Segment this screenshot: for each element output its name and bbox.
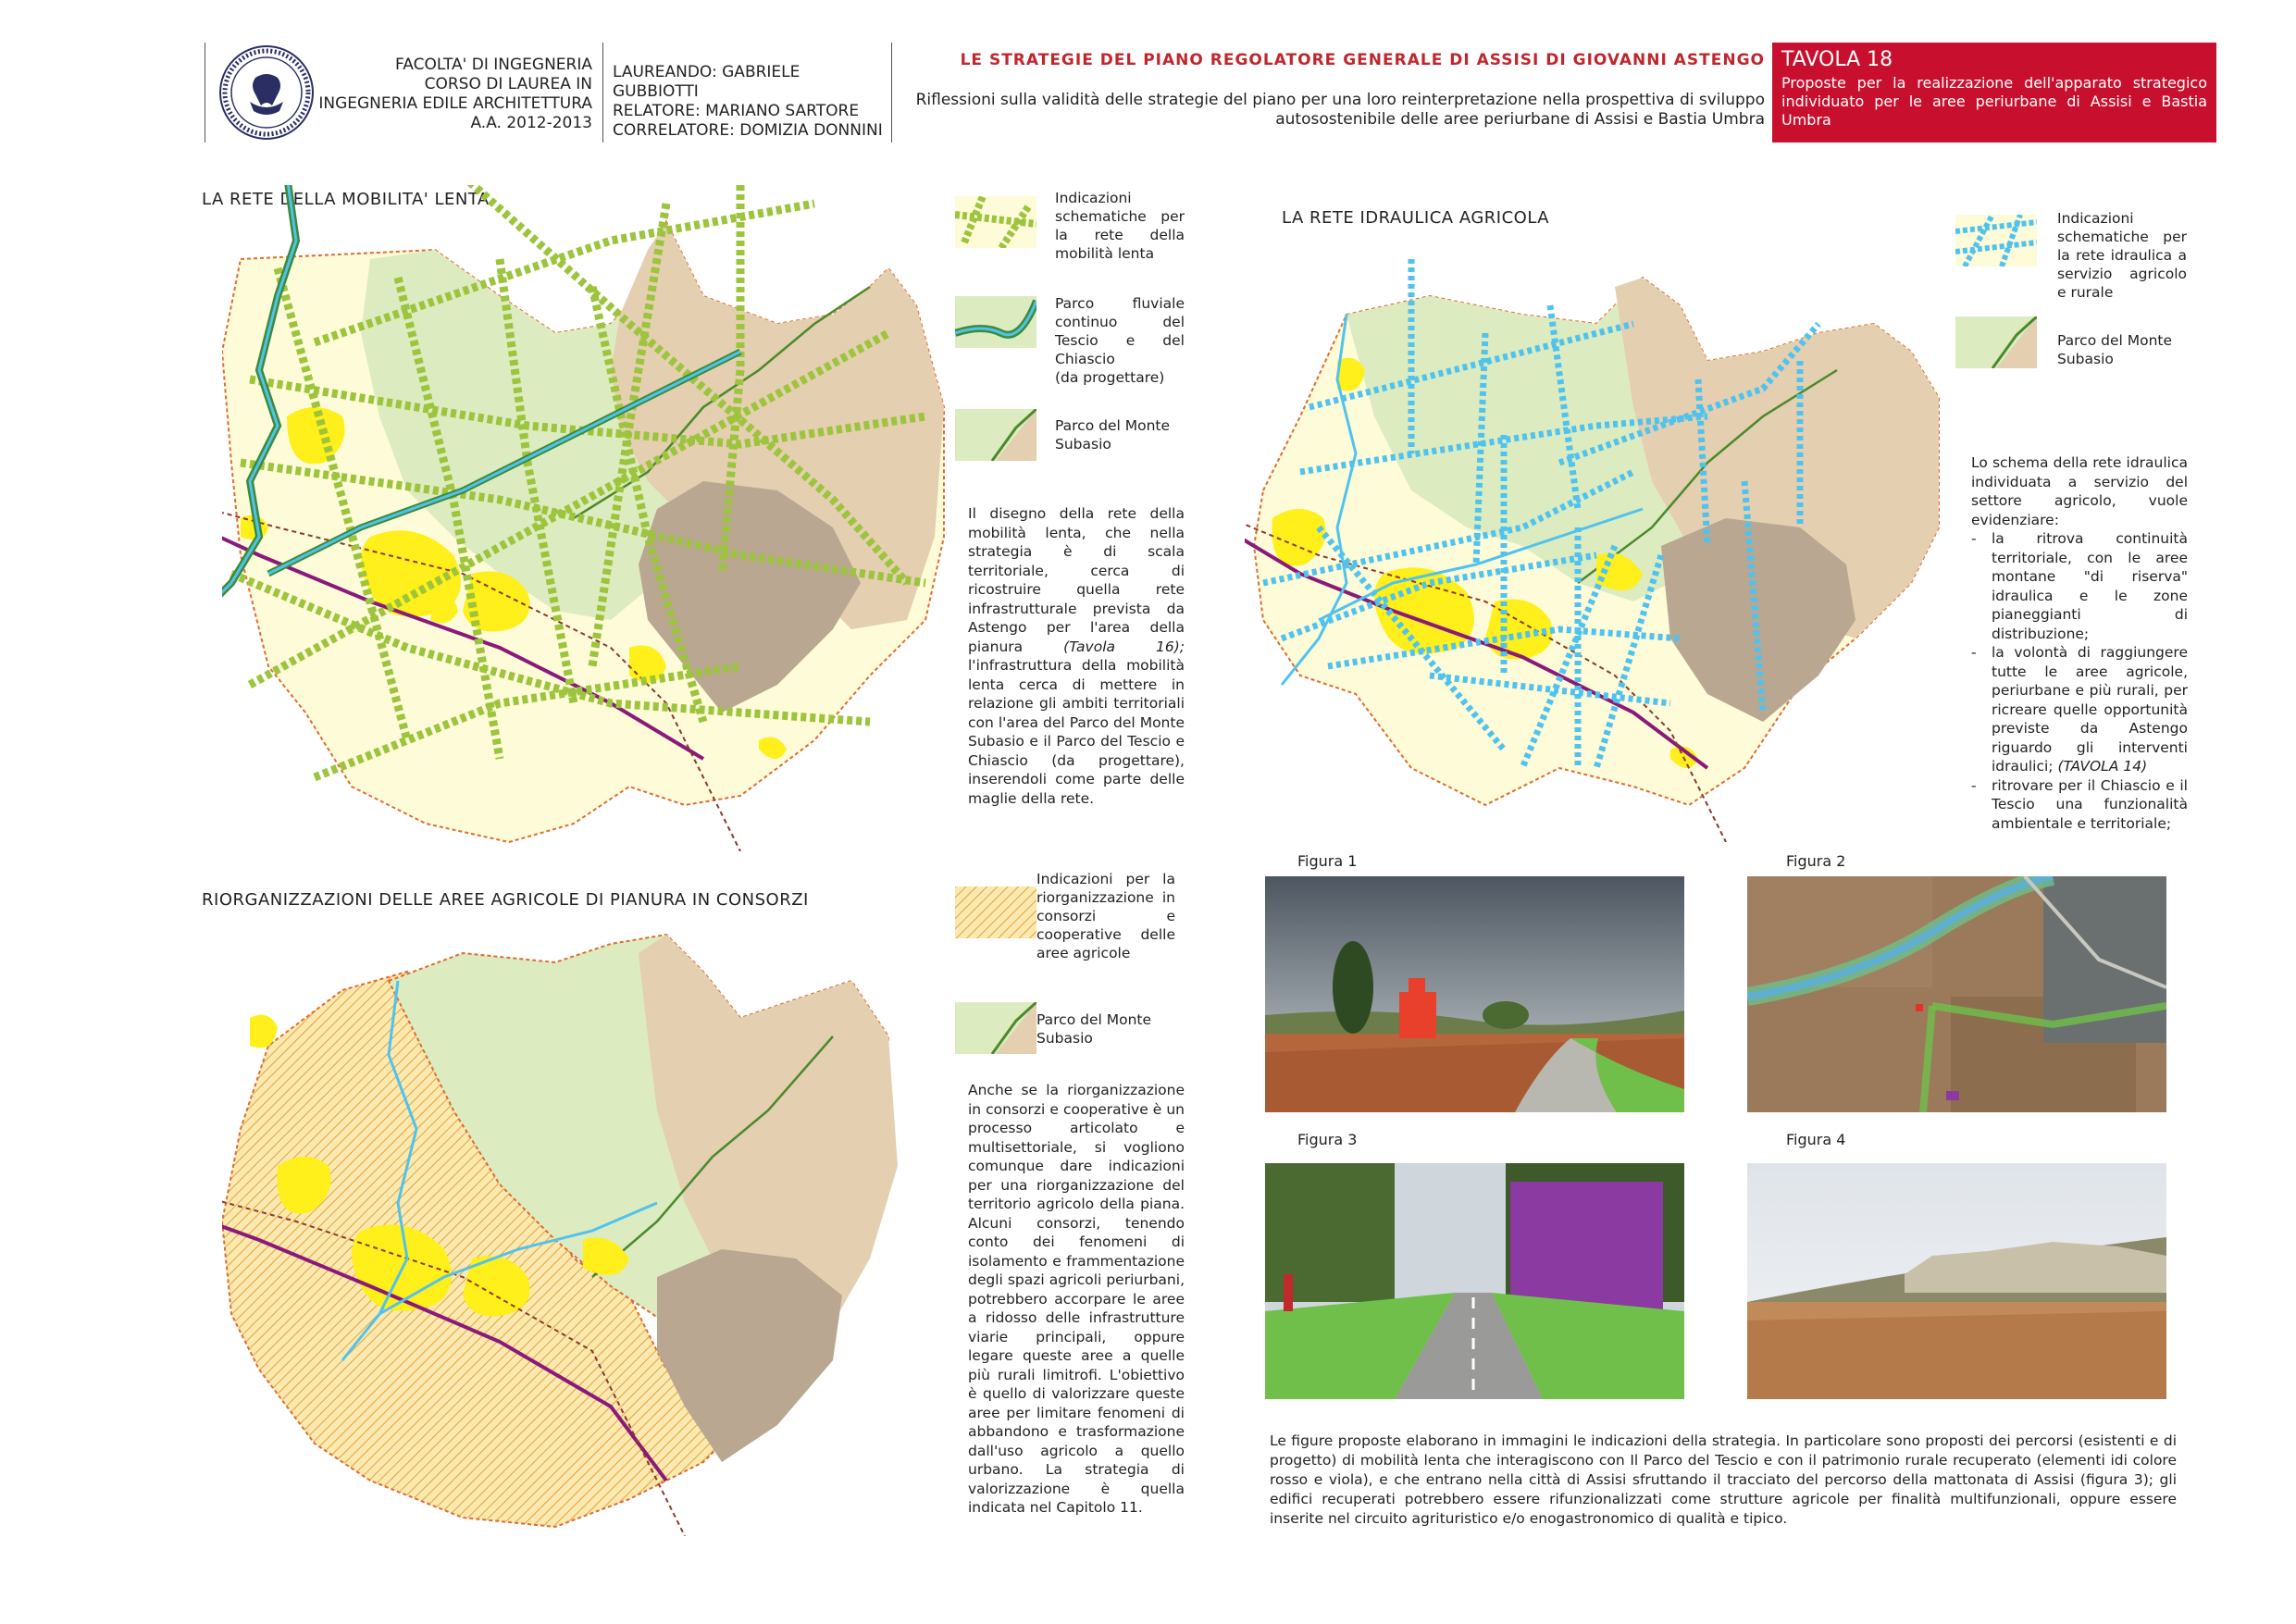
- map-consortia: [222, 925, 925, 1536]
- page-title: LE STRATEGIE DEL PIANO REGOLATORE GENERALE DI ASSISI DI GIOVANNI ASTENGO: [960, 51, 1765, 69]
- map-hydraulic-network: [1245, 250, 1948, 842]
- header-divider: [602, 43, 603, 143]
- legend-hydraulic-text: Indicazioni schematiche per la rete idraulica a servizio agricolo e rurale: [2057, 210, 2187, 301]
- legend-river-park-line: Parco fluviale continuo del Tescio e del Chiascio: [1055, 295, 1185, 367]
- legend-subasio-swatch: [955, 409, 1036, 461]
- hydraulic-intro: Lo schema della rete idraulica individuata a servizio del settore agricolo, vuole evidenziare:: [1971, 454, 2188, 528]
- tavola-description: Proposte per la realizzazione dell'apparato strategico individuato per le aree periurbane di Assisi e Bastia Umbra: [1781, 74, 2207, 129]
- figure-4-label: Figura 4: [1786, 1131, 1846, 1148]
- hydraulic-bullet-3-text: ritrovare per il Chiascio e il Tescio una funzionalità ambientale e territoriale;: [1992, 776, 2188, 832]
- legend-consortia-swatch: [955, 886, 1036, 938]
- hydraulic-bullet-2-text: la volontà di raggiungere tutte le aree agricole, periurbane e più rurali, per ricreare quelle opportunità previste da Astengo riguardo gli interventi idraulici;: [1992, 644, 2188, 775]
- figure-3-photo: [1265, 1163, 1684, 1399]
- hydraulic-description: [1971, 453, 2188, 833]
- figure-2-photo: [1747, 876, 2166, 1112]
- hydraulic-bullet-1-text: la ritrova continuità territoriale, con le aree montane "di riserva" idraulica e le zone pianeggianti di distribuzione;: [1992, 530, 2188, 642]
- legend-consortia-text: Indicazioni per la riorganizzazione in consorzi e cooperative delle aree agricole: [1036, 871, 1175, 961]
- tavola-number: TAVOLA 18: [1781, 48, 1893, 71]
- figure-3-label: Figura 3: [1297, 1131, 1358, 1148]
- page-subtitle: [902, 91, 1765, 130]
- hydraulic-bullet-1: - la ritrova continuità territoriale, con le aree montane "di riserva" idraulica e le zone pianeggianti di distribuzione;: [1971, 530, 2188, 642]
- hydraulic-bullet-2: - la volontà di raggiungere tutte le aree agricole, periurbane e più rurali, per ricreare quelle opportunità previste da Astengo riguardo gli interventi idraulici; (TAVOLA 14): [1971, 644, 2188, 775]
- map-slow-mobility: [222, 185, 962, 851]
- figures-caption: Le figure proposte elaborano in immagini le indicazioni della strategia. In particolare sono proposti dei percorsi (esistenti e di progetto) di mobilità lenta che interagiscono con Il Parco del Tescio e con il patrimonio rurale recuperato (elementi idi colore rosso e viola), e che entrano nella città di Assisi sfruttando il tracciato del percorso della mattonata di Assisi (figura 3); gli edifici recuperati potrebbero essere rifunzionalizzati come strutture agricole per finalità multifunzionali, oppure essere inserite nel circuito agrituristico e/o enogastronomico di qualità e tipico.: [1270, 1432, 2177, 1527]
- legend-hydraulic-swatch: [1955, 215, 2037, 267]
- section-title-consortia: RIORGANIZZAZIONI DELLE AREE AGRICOLE DI PIANURA IN CONSORZI: [202, 890, 809, 910]
- legend-river-park-text: [1055, 294, 1185, 387]
- legend-subasio-swatch: [955, 1002, 1036, 1054]
- legend-subasio-text: Parco del Monte Subasio: [2057, 332, 2173, 367]
- section-title-mobility: LA RETE DELLA MOBILITA' LENTA: [202, 190, 490, 209]
- subtitle-line-2: autosostenibile delle aree periurbane di Assisi e Bastia Umbra: [1275, 110, 1765, 129]
- faculty-line-1: FACOLTA' DI INGEGNERIA: [395, 56, 592, 74]
- mobility-description: [968, 504, 1185, 808]
- people-block: [613, 63, 890, 141]
- co-supervisor-name: CORRELATORE: DOMIZIA DONNINI: [613, 121, 883, 140]
- legend-subasio-text: Parco del Monte Subasio: [1055, 417, 1171, 452]
- header-divider: [891, 43, 892, 143]
- legend-river-park-swatch: [955, 296, 1036, 348]
- legend-subasio-text: Parco del Monte Subasio: [1036, 1011, 1152, 1047]
- consortia-description: Anche se la riorganizzazione in consorzi e cooperative è un processo articolato e multisettoriale, si vogliono comunque dare indicazioni per una riorganizzazione del territorio agricolo della piana. Alcuni consorzi, tenendo conto dei fenomeni di isolamento e frammentazione degli spazi agricoli periurbani, potrebbero accorpare le aree a ridosso delle infrastrutture viarie principali, oppure legare queste aree a quelle più rurali limitrofi. L'obiettivo è quello di valorizzare queste aree per limitare fenomeni di abbandono e trasformazione dall'uso agricolo a quello urbano. La strategia di valorizzazione è quella indicata nel Capitolo 11.: [968, 1082, 1185, 1516]
- faculty-line-4: A.A. 2012-2013: [470, 114, 592, 132]
- student-name: LAUREANDO: GABRIELE GUBBIOTTI: [613, 63, 800, 101]
- mobility-description-ref: (Tavola 16);: [1063, 638, 1185, 655]
- section-title-hydraulic: LA RETE IDRAULICA AGRICOLA: [1282, 208, 1550, 228]
- hydraulic-bullet-2-body: [1992, 643, 2188, 776]
- mobility-description-text2: l'infrastruttura della mobilità lenta cerca di mettere in relazione gli ambiti territoriali con l'area del Parco del Monte Subasio e il Parco del Tescio e Chiascio (da progettare), inserendoli come parte delle maglie della rete.: [968, 657, 1185, 807]
- faculty-line-2: CORSO DI LAUREA IN: [424, 75, 592, 93]
- figure-4-photo: [1747, 1163, 2166, 1399]
- legend-river-park-note: (da progettare): [1055, 369, 1165, 386]
- hydraulic-bullet-2-ref: (TAVOLA 14): [2057, 758, 2148, 775]
- legend-slow-mobility-swatch: [955, 196, 1036, 248]
- figure-1-label: Figura 1: [1297, 852, 1358, 870]
- faculty-line-3: INGEGNERIA EDILE ARCHITETTURA: [318, 94, 592, 113]
- figure-1-photo: [1265, 876, 1684, 1112]
- legend-slow-mobility-text: Indicazioni schematiche per la rete della mobilità lenta: [1055, 190, 1185, 262]
- supervisor-name: RELATORE: MARIANO SARTORE: [613, 102, 860, 120]
- subtitle-line-1: Riflessioni sulla validità delle strategie del piano per una loro reinterpretazione nella prospettiva di sviluppo: [915, 91, 1765, 109]
- university-seal-logo: [218, 44, 315, 141]
- hydraulic-bullet-3: - ritrovare per il Chiascio e il Tescio una funzionalità ambientale e territoriale;: [1971, 776, 2188, 832]
- figure-2-label: Figura 2: [1786, 852, 1846, 870]
- tavola-badge: [1772, 43, 2216, 143]
- mobility-description-text: Il disegno della rete della mobilità lenta, che nella strategia è di scala territoriale, cerca di ricostruire quella rete infrastrutturale prevista da Astengo per l'area della pianura: [968, 505, 1185, 655]
- faculty-block: [315, 56, 592, 133]
- legend-subasio-swatch: [1955, 316, 2037, 368]
